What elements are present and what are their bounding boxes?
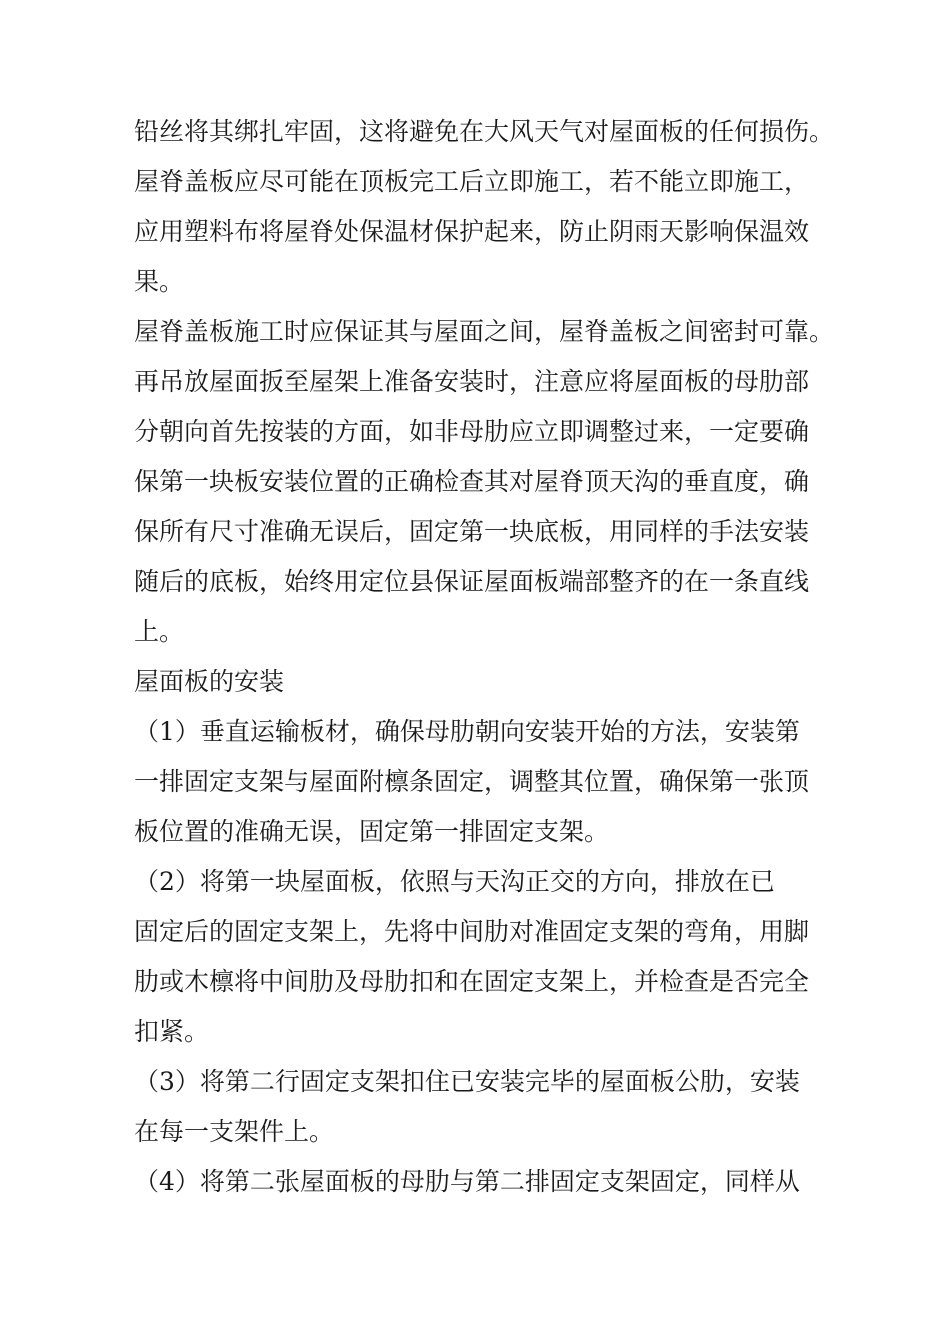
text-line: 固定后的固定支架上，先将中间肋对准固定支架的弯角，用脚 — [134, 917, 810, 946]
text-line: 扣紧。 — [134, 1017, 210, 1046]
text-line: 屋脊盖板应尽可能在顶板完工后立即施工，若不能立即施工， — [134, 167, 810, 196]
text-line: 应用塑料布将屋脊处保温材保护起来，防止阴雨天影响保温效 — [134, 217, 810, 246]
text-line: （3）将第二行固定支架扣住已安装完毕的屋面板公肋，安装 — [134, 1067, 800, 1096]
text-line: 果。 — [134, 267, 185, 296]
section-heading: 屋面板的安装 — [134, 667, 285, 696]
text-line: 保所有尺寸准确无误后，固定第一块底板，用同样的手法安装 — [134, 517, 810, 546]
text-line: 保第一块板安装位置的正确检查其对屋脊顶天沟的垂直度，确 — [134, 467, 810, 496]
text-line: 屋脊盖板施工时应保证其与屋面之间，屋脊盖板之间密封可靠。 — [134, 317, 835, 346]
text-line: 一排固定支架与屋面附檩条固定，调整其位置，确保第一张顶 — [134, 767, 810, 796]
text-line: （2）将第一块屋面板，依照与天沟正交的方向，排放在已 — [134, 867, 775, 896]
text-line: 上。 — [134, 617, 185, 646]
text-line: 分朝向首先按装的方面，如非母肋应立即调整过来，一定要确 — [134, 417, 810, 446]
text-line: 随后的底板，始终用定位县保证屋面板端部整齐的在一条直线 — [134, 567, 810, 596]
text-line: 板位置的准确无误，固定第一排固定支架。 — [134, 817, 610, 846]
text-line: 再吊放屋面扳至屋架上准备安装时，注意应将屋面板的母肋部 — [134, 367, 810, 396]
text-line: （4）将第二张屋面板的母肋与第二排固定支架固定，同样从 — [134, 1167, 800, 1196]
text-line: 肋或木檩将中间肋及母肋扣和在固定支架上，并检查是否完全 — [134, 967, 810, 996]
text-line: 铅丝将其绑扎牢固，这将避免在大风天气对屋面板的任何损伤。 — [134, 117, 835, 146]
text-line: （1）垂直运输板材，确保母肋朝向安装开始的方法，安装第 — [134, 717, 800, 746]
text-line: 在每一支架件上。 — [134, 1117, 335, 1146]
